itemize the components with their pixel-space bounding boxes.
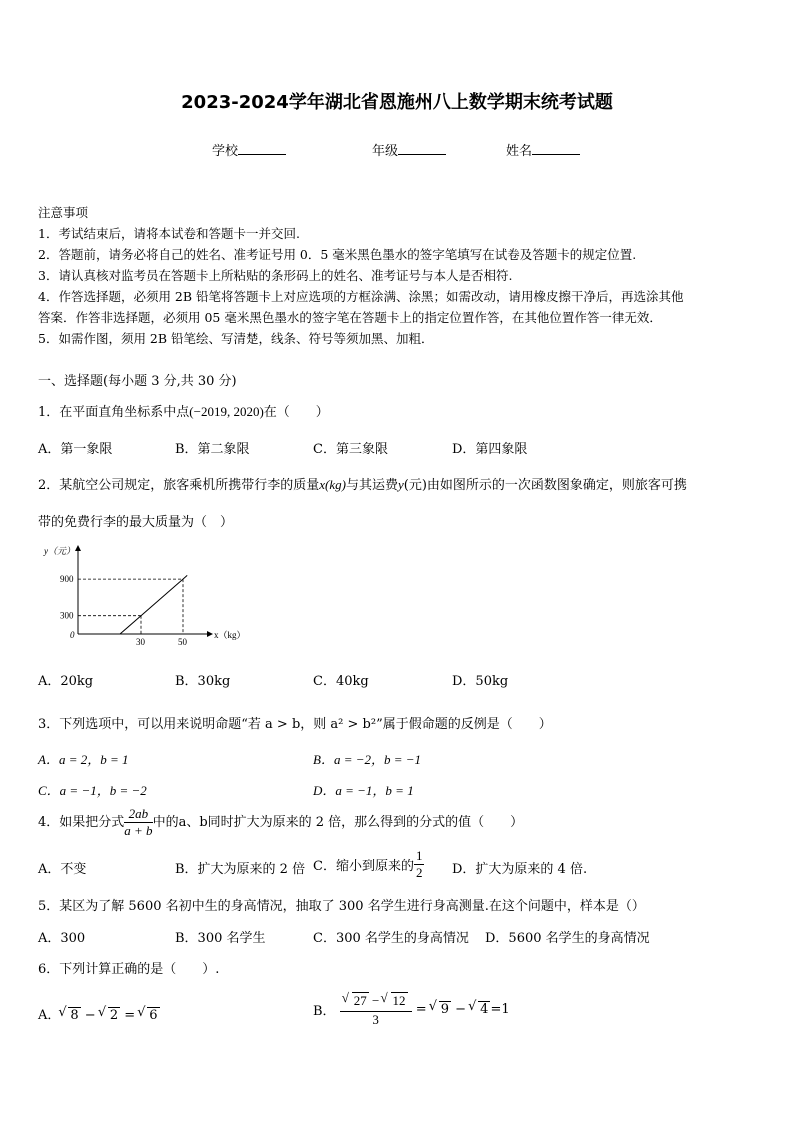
q6-b-rhs: = √ 9 − √ 4 =1 [416, 1001, 510, 1017]
q6-a-sqrt-2: √ 2 [108, 1007, 120, 1023]
q4-option-c-text: C．缩小到原来的 [313, 859, 414, 874]
q1-option-c[interactable]: C．第三象限 [313, 442, 388, 457]
q6-b-r-sqrt-2: √ 4 [478, 1001, 490, 1017]
x-tick-label: 50 [178, 637, 187, 647]
q6-b-den: 3 [372, 1012, 379, 1027]
school-label: 学校 [212, 144, 239, 159]
q2-var-y: y [398, 477, 404, 492]
q4-frac-num: 2ab [124, 806, 152, 823]
name-label: 姓名 [506, 144, 533, 159]
x-axis-label: x（kg） [214, 630, 246, 640]
q4-frac-den: a + b [124, 823, 153, 838]
q2-option-d[interactable]: D．50kg [452, 674, 509, 689]
q6-b-num-sqrt-2: √ 12 [391, 992, 408, 1009]
note-item: 3．请认真核对监考员在答题卡上所粘贴的条形码上的姓名、准考证号与本人是否相符. [38, 268, 513, 283]
q6-b-num: √ 27 − √ 12 [340, 990, 412, 1012]
q1-stem: 1．在平面直角坐标系中点 [38, 405, 190, 420]
note-item: 答案．作答非选择题，必须用 05 毫米黑色墨水的签字笔在答题卡上的指定位置作答，在其他位置作答一律无效． [38, 310, 662, 325]
page-title: 2023-2024学年湖北省恩施州八上数学期末统考试题 [181, 92, 613, 113]
note-item: 5．如需作图，须用 2B 铅笔绘、写清楚，线条、符号等须加黑、加粗． [38, 331, 434, 346]
q5-option-b[interactable]: B．300 名学生 [175, 931, 266, 946]
q1-point: (−2019, 2020) [189, 404, 264, 419]
name-blank [532, 142, 580, 155]
q4-option-c[interactable] [313, 848, 424, 881]
q6-b-label: B． [313, 1003, 336, 1019]
q4-option-b[interactable]: B．扩大为原来的 2 倍 [175, 862, 306, 877]
q4-option-c-frac [414, 848, 425, 881]
school-blank [238, 142, 286, 155]
q6-option-a[interactable]: A．√ 8 − √ 2 = √ 6 [38, 1004, 160, 1023]
q2-graph [40, 540, 246, 650]
q2-stem-c: (元)由如图所示的一次函数图象确定，则旅客可携 [403, 478, 687, 493]
q6-b-num-sqrt-1: √ 27 [352, 992, 369, 1009]
function-line [120, 575, 187, 634]
note-item: 4．作答选择题，必须用 2B 铅笔将答题卡上对应选项的方框涂满、涂黑；如需改动，请用橡皮擦干净后，再选涂其他 [38, 289, 684, 304]
q4-c-num: 1 [415, 848, 423, 863]
x-tick-label: 30 [136, 637, 145, 647]
q5-option-d[interactable]: D．5600 名学生的身高情况 [485, 931, 650, 946]
q2-option-b[interactable]: B．30kg [175, 674, 231, 689]
q1-option-d[interactable]: D．第四象限 [452, 442, 528, 457]
q4-fraction [124, 806, 152, 839]
q2-option-a[interactable]: A．20kg [38, 674, 94, 689]
q3-option-a[interactable]: A．a = 2，b = 1 [38, 752, 129, 767]
origin-label: 0 [70, 630, 75, 640]
note-item: 1．考试结束后，请将本试卷和答题卡一并交回. [38, 226, 300, 241]
school-field [212, 140, 286, 159]
note-item: 2．答题前，请务必将自己的姓名、准考证号用 0．5 毫米黑色墨水的签字笔填写在试卷及答题卡的规定位置. [38, 247, 637, 262]
q4-stem-a: 4．如果把分式 [38, 815, 125, 830]
q2-var-x: x(kg) [319, 477, 346, 492]
q3-option-b[interactable]: B．a = −2，b = −1 [313, 752, 422, 767]
question-1 [38, 401, 329, 420]
question-6: 6．下列计算正确的是（ ）. [38, 962, 220, 977]
grade-blank [398, 142, 446, 155]
q4-option-a[interactable]: A．不变 [38, 862, 87, 877]
q4-c-den: 2 [415, 865, 423, 880]
y-axis-label: y（元） [44, 546, 75, 556]
q4-stem-b: 中的a、b同时扩大为原来的 2 倍，那么得到的分式的值（ ） [152, 815, 524, 830]
q2-stem-b: 与其运费 [345, 478, 398, 493]
q5-option-a[interactable]: A．300 [38, 931, 86, 946]
question-3: 3．下列选项中，可以用来说明命题“若 a > b，则 a² > b²”属于假命题的反例是（ ） [38, 717, 552, 732]
q6-b-r-sqrt-1: √ 9 [439, 1001, 451, 1017]
question-2 [38, 474, 687, 493]
q2-stem-line2: 带的免费行李的最大质量为（ ） [38, 515, 234, 530]
q6-b-result: =1 [490, 1002, 510, 1017]
grade-label: 年级 [372, 144, 399, 159]
name-field [506, 140, 580, 159]
grade-field [372, 140, 446, 159]
q6-a-sqrt-1: √ 8 [68, 1007, 80, 1023]
q3-option-c[interactable]: C．a = −1，b = −2 [38, 783, 147, 798]
q6-option-b[interactable] [313, 990, 510, 1028]
notes-heading: 注意事项 [38, 205, 89, 220]
q1-option-a[interactable]: A．第一象限 [38, 442, 113, 457]
y-tick-label: 900 [60, 574, 74, 585]
q3-option-d[interactable]: D．a = −1，b = 1 [313, 783, 414, 798]
q6-a-sqrt-3: √ 6 [147, 1007, 159, 1023]
section-heading: 一、选择题(每小题 3 分,共 30 分) [38, 374, 237, 389]
q1-stem-end: 在（ ） [263, 405, 329, 420]
q6-a-label: A． [38, 1008, 61, 1023]
q2-option-c[interactable]: C．40kg [313, 674, 369, 689]
y-tick-label: 300 [60, 610, 74, 621]
question-4 [38, 806, 523, 839]
q2-stem-a: 2．某航空公司规定，旅客乘机所携带行李的质量 [38, 478, 320, 493]
q6-b-fraction [340, 990, 412, 1028]
q1-option-b[interactable]: B．第二象限 [175, 442, 250, 457]
question-5: 5．某区为了解 5600 名初中生的身高情况，抽取了 300 名学生进行身高测量.在这个问题中，样本是（） [38, 899, 645, 914]
q5-option-c[interactable]: C．300 名学生的身高情况 [313, 931, 469, 946]
q4-option-d[interactable]: D．扩大为原来的 4 倍. [452, 862, 588, 877]
